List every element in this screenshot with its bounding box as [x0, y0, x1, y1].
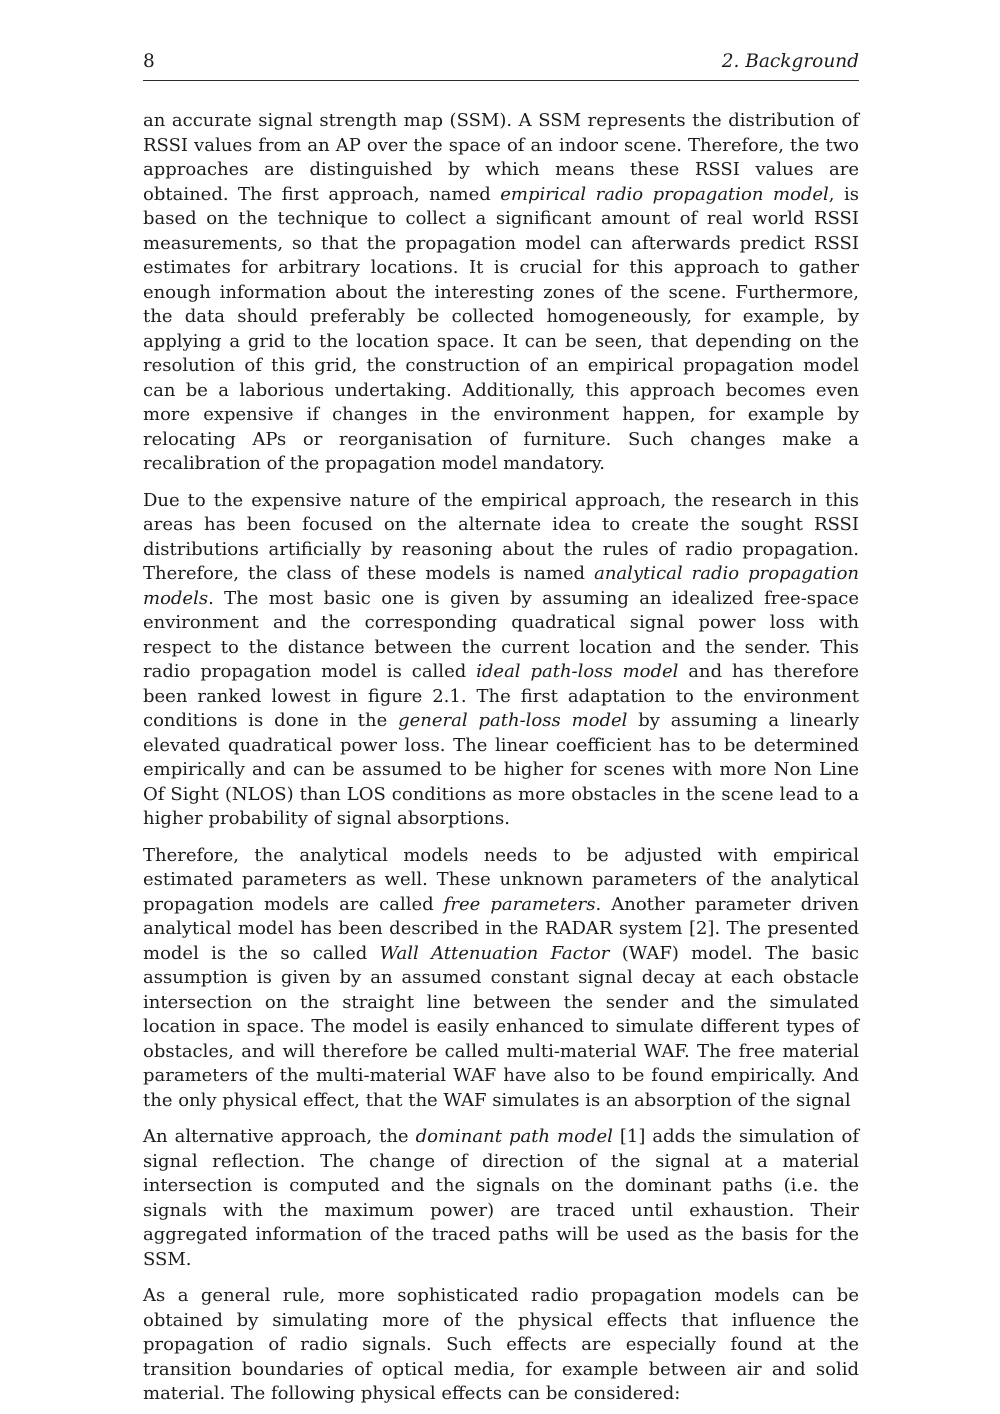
text-run: (WAF) model. The basic assumption is given by an assumed constant signal decay at each obstacle intersection on the straight line between the sender and the simulated location in space. The model is easily enhanced to simulate different types of obstacles, and will therefore be called multi-material WAF. The free material parameters of the multi-material WAF have also to be found empirically. And the only physical effect, that the WAF simulates is an absorption of the signal: [143, 942, 859, 1111]
italic-term: free parameters: [443, 893, 596, 915]
chapter-title: 2. Background: [721, 51, 859, 72]
text-column: [143, 0, 859, 1407]
italic-term: ideal path-loss model: [476, 661, 679, 682]
page-number: 8: [143, 51, 155, 72]
text-run: [1] adds the simulation of signal reflection. The change of direction of the signal at a material intersection is computed and the signals on the dominant paths (i.e. the signals with the maximum power) are traced until exhaustion. Their aggregated information of the traced paths will be used as the basis for the SSM.: [143, 1126, 859, 1270]
paragraph: [143, 489, 859, 832]
italic-term: general path-loss model: [398, 710, 628, 731]
text-run: , is based on the technique to collect a significant amount of real world RSSI measurements, so that the propagation model can afterwards predict RSSI estimates for arbitrary locations. It is crucial for this approach to gather enough information about the interesting zones of the scene. Furthermore, the data should preferably be collected homogeneously, for example, by applying a grid to the location space. It can be seen, that depending on the resolution of this grid, the construction of an empirical propagation model can be a laborious undertaking. Additionally, this approach becomes even more expensive if changes in the environment happen, for example by relocating APs or reorganisation of furniture. Such changes make a recalibration of the propagation model mandatory.: [143, 183, 859, 474]
text-run: . The most basic one is given by assuming an idealized free-space environment and the corresponding quadratical signal power loss with respect to the distance between the current location and the sender. This radio propagation model is called: [143, 587, 859, 682]
italic-term: dominant path model: [415, 1126, 613, 1147]
text-run: Therefore, the analytical models needs to be adjusted with empirical estimated parameters as well. These unknown parameters of the analytical propagation models are called: [143, 844, 859, 915]
page-body: [143, 109, 859, 1407]
text-run: by assuming a linearly elevated quadratical power loss. The linear coefficient has to be determined empirically and can be assumed to be higher for scenes with more Non Line Of Sight (NLOS) than LOS conditions as more obstacles in the scene lead to a higher probability of signal absorptions.: [143, 710, 859, 829]
paragraph: [143, 1284, 859, 1407]
text-run: An alternative approach, the: [143, 1126, 416, 1147]
italic-term: Wall Attenuation Factor: [379, 942, 610, 964]
italic-term: empirical radio propagation model: [500, 183, 829, 205]
text-run: . Another parameter driven analytical model has been described in the RADAR system [2]. The presented model is the so called: [143, 893, 859, 964]
running-header: [143, 51, 859, 81]
italic-term: analytical radio propagation models: [143, 563, 859, 609]
text-run: Due to the expensive nature of the empirical approach, the research in this areas has been focused on the alternate idea to create the sought RSSI distributions artificially by reasoning about the rules of radio propagation. Therefore, the class of these models is named: [143, 489, 859, 584]
paragraph: [143, 844, 859, 1114]
text-run: and has therefore been ranked lowest in figure 2.1. The first adaptation to the environment conditions is done in the: [143, 661, 859, 731]
text-run: an accurate signal strength map (SSM). A SSM represents the distribution of RSSI values from an AP over the space of an indoor scene. Therefore, the two approaches are distinguished by which means these RSSI values are obtained. The first approach, named: [143, 110, 859, 205]
paragraph: [143, 109, 859, 477]
paragraph: [143, 1125, 859, 1272]
text-run: As a general rule, more sophisticated radio propagation models can be obtained by simulating more of the physical effects that influence the propagation of radio signals. Such effects are especially found at the transition boundaries of optical media, for example between air and solid material. The following physical effects can be considered:: [143, 1285, 859, 1404]
